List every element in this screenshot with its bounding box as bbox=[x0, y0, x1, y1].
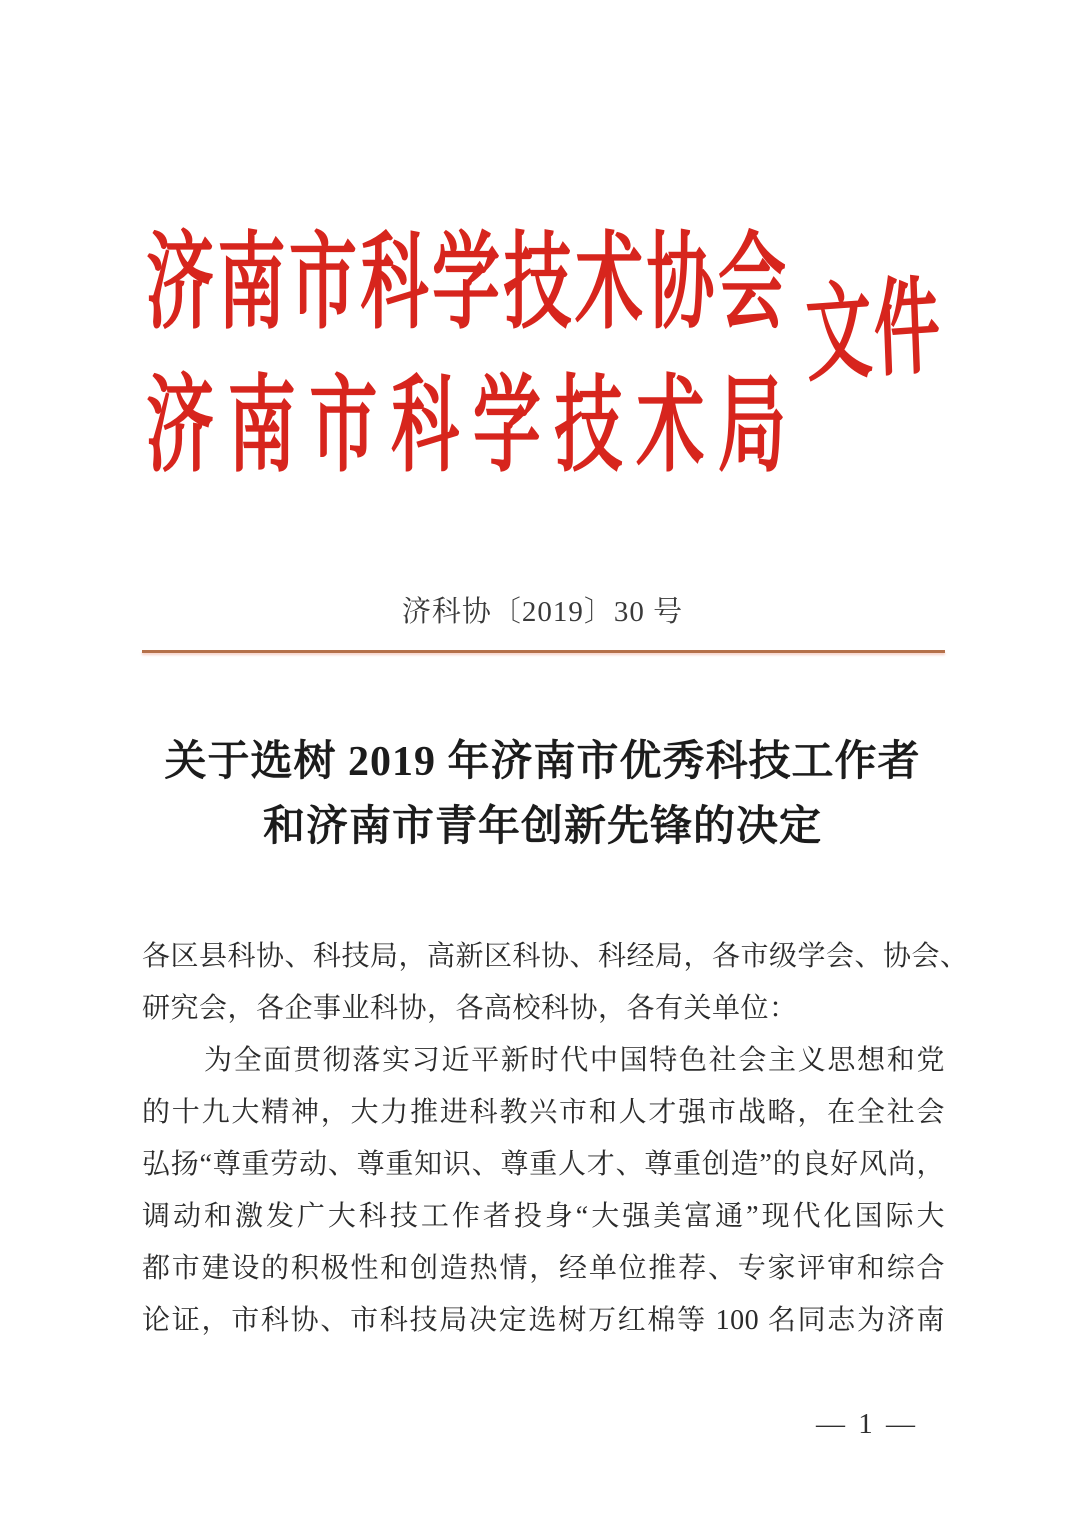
document-title-line2: 和济南市青年创新先锋的决定 bbox=[262, 804, 822, 850]
body-line: 论证，市科协、市科技局决定选树万红棉等 100 名同志为济南 bbox=[142, 1305, 945, 1336]
body-line: 为全面贯彻落实习近平新时代中国特色社会主义思想和党 bbox=[204, 1045, 945, 1076]
document-type-label: 文件 bbox=[803, 269, 944, 396]
page-number: — 1 — bbox=[816, 1408, 918, 1440]
document-number: 济科协〔2019〕30 号 bbox=[401, 596, 684, 628]
body-line: 都市建设的积极性和创造热情，经单位推荐、专家评审和综合 bbox=[142, 1253, 945, 1284]
red-separator-line bbox=[142, 650, 945, 653]
body-line: 的十九大精神，大力推进科教兴市和人才强市战略，在全社会 bbox=[142, 1097, 945, 1128]
issuer-name-line1: 济南市科学技术协会 bbox=[146, 223, 786, 342]
body-line: 弘扬“尊重劳动、尊重知识、尊重人才、尊重创造”的良好风尚， bbox=[142, 1149, 945, 1180]
body-line: 研究会，各企事业科协，各高校科协，各有关单位： bbox=[142, 993, 798, 1024]
document-body bbox=[142, 931, 969, 1347]
issuer-name-line2: 济南市科学技术局 bbox=[146, 366, 786, 485]
document-title bbox=[140, 730, 945, 860]
document-title-line1: 关于选树 2019 年济南市优秀科技工作者 bbox=[164, 739, 921, 785]
body-line: 各区县科协、科技局，高新区科协、科经局，各市级学会、协会、 bbox=[142, 941, 969, 972]
body-line: 调动和激发广大科技工作者投身“大强美富通”现代化国际大 bbox=[142, 1201, 945, 1232]
